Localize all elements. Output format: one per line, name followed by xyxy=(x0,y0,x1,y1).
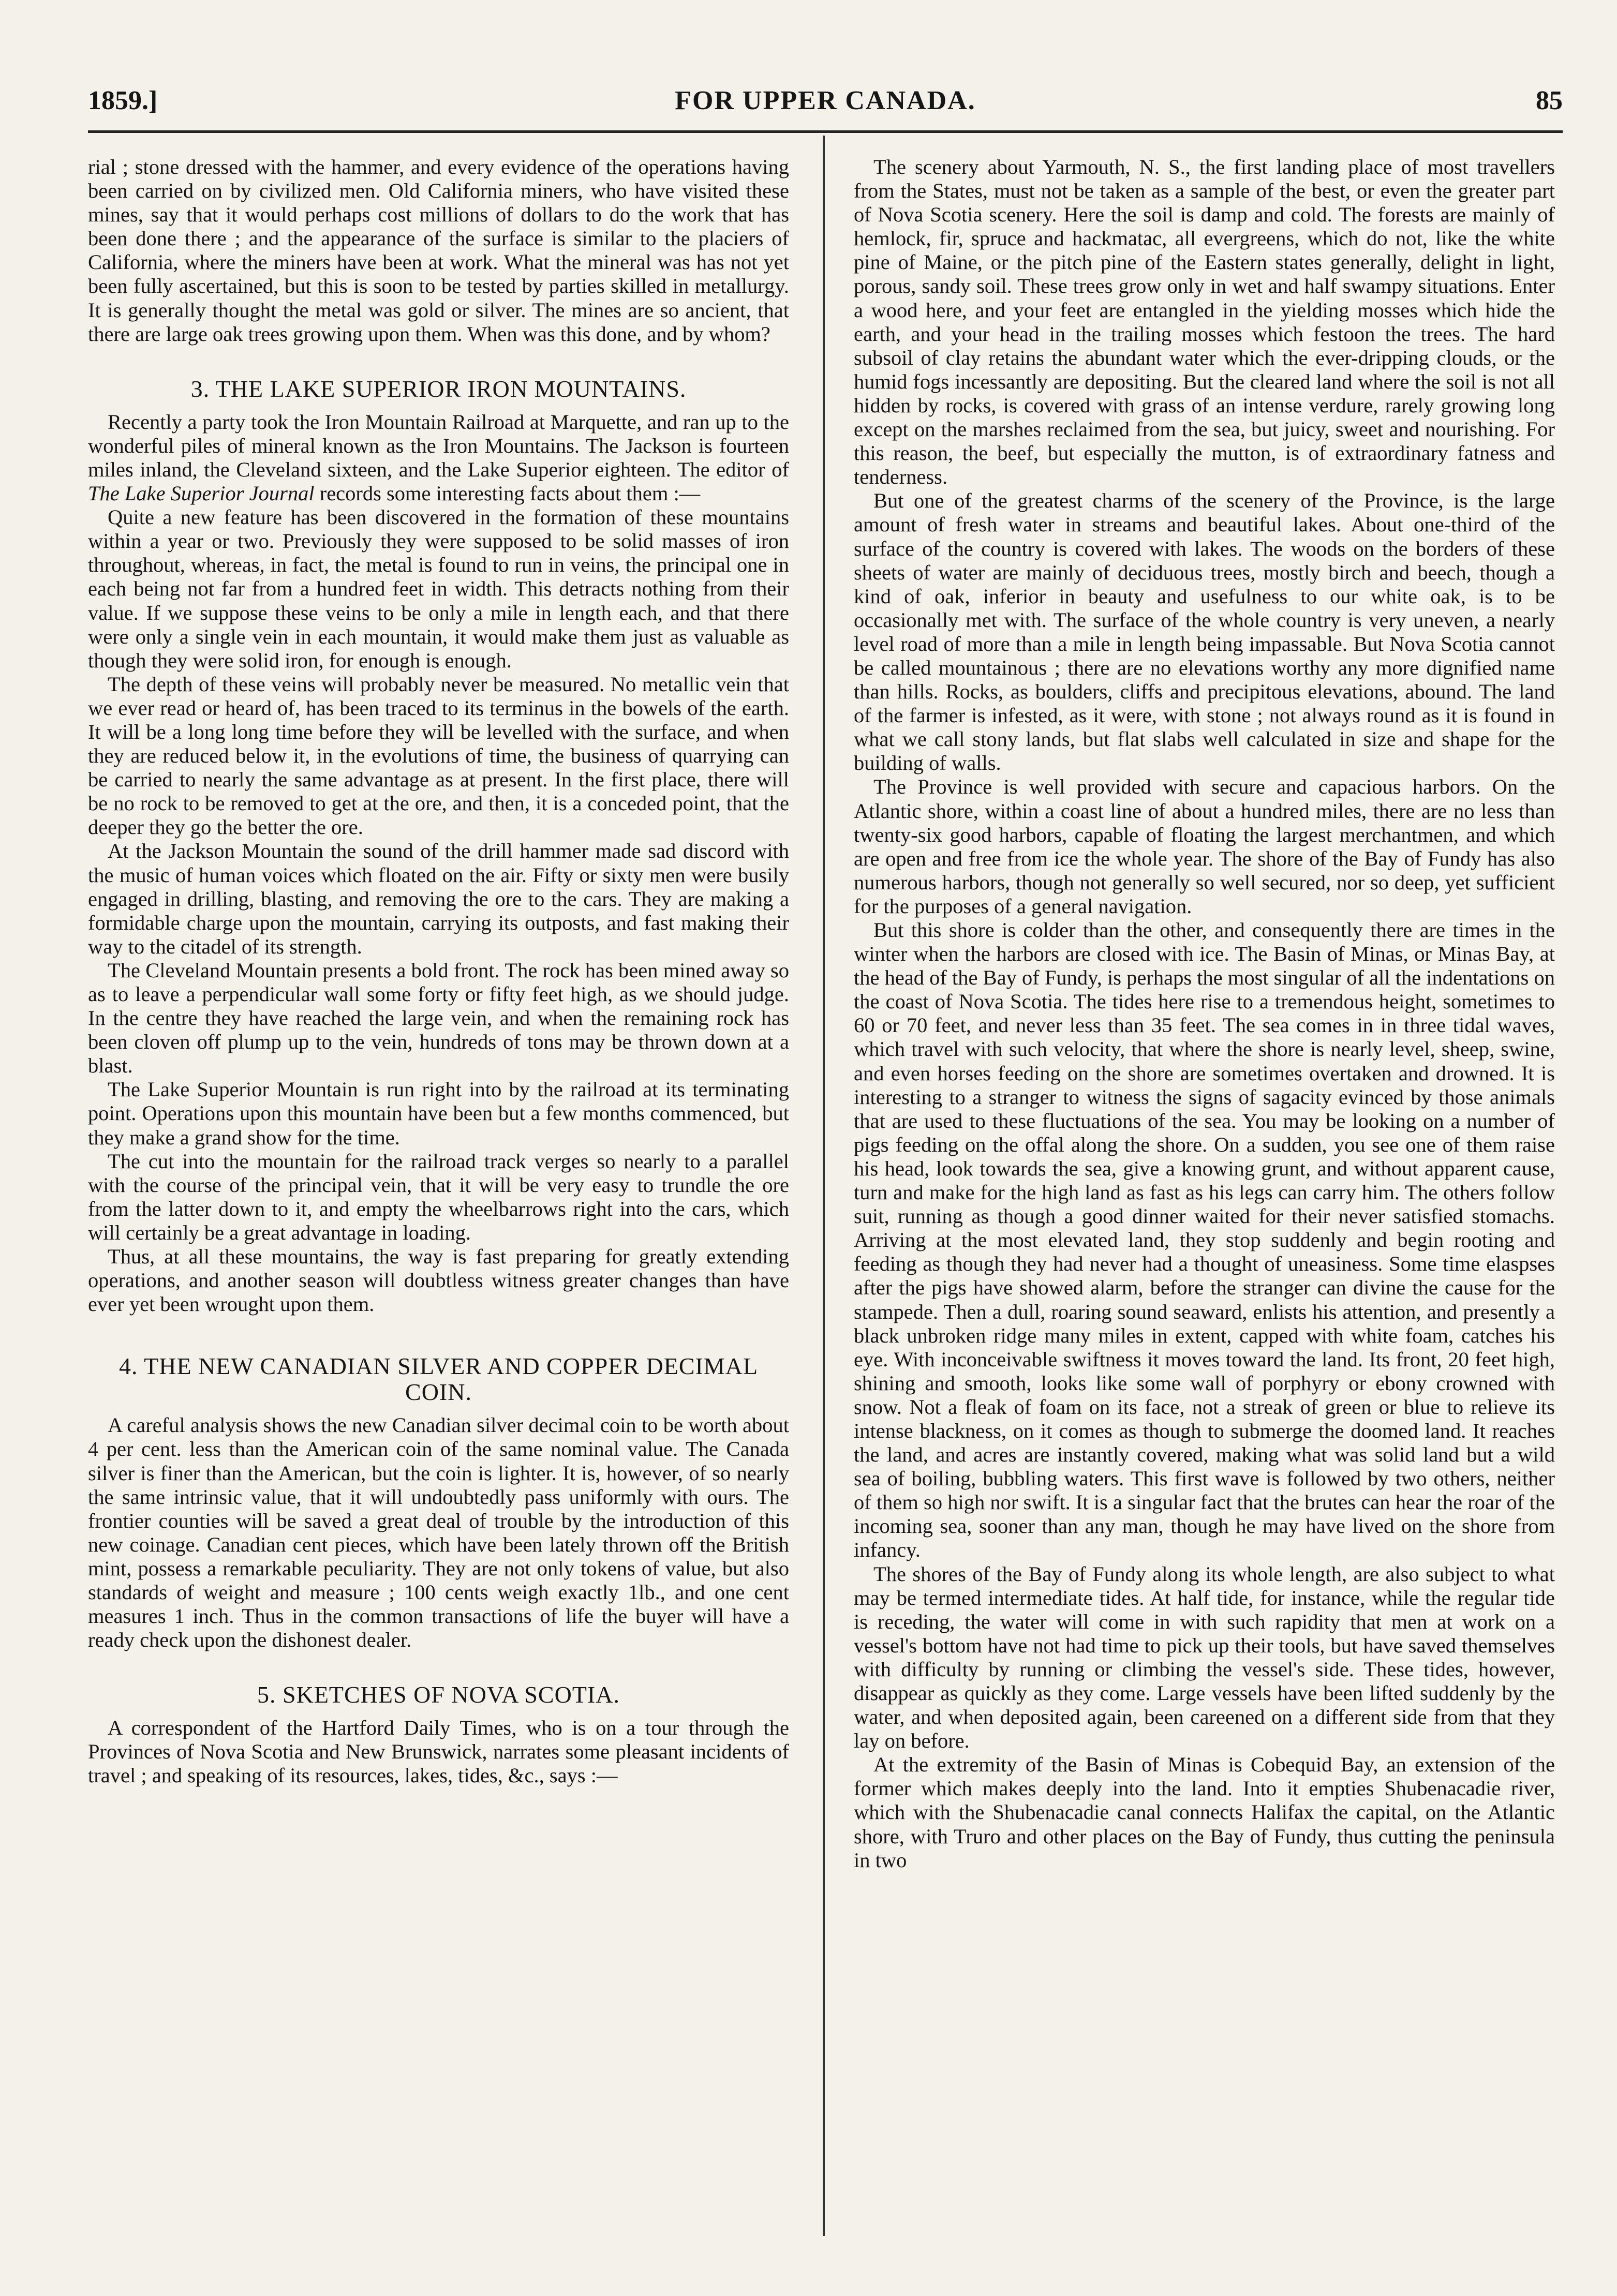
journal-title: The Lake Superior Journal xyxy=(88,482,315,505)
column-divider xyxy=(823,136,825,2236)
paragraph: The shores of the Bay of Fundy along its whole length, are also subject to what may be termed intermediate tides. At half tide, for instance, while the regular tide is receding, the water will come in with such rapidity that men at work on a vessel's bottom have not had time to pick up their tools, but have saved themselves with difficulty by running or climbing the vessel's side. These tides, however, disappear as quickly as they come. Large vessels have been lifted suddenly by the water, and when deposited again, been careened on a different side from that they lay on before. xyxy=(854,1562,1555,1753)
paragraph: But this shore is colder than the other, and consequently there are times in the winter when the harbors are closed with ice. The Basin of Minas, or Minas Bay, at the head of the Bay of Fundy, is perhaps the most singular of all the indentations on the coast of Nova Scotia. The tides here rise to a tremendous height, sometimes to 60 or 70 feet, and never less than 35 feet. The sea comes in in three tidal waves, which travel with such velocity, that where the shore is nearly level, sheep, swine, and even horses feeding on the shore are sometimes overtaken and drowned. It is interesting to a stranger to witness the signs of sagacity evinced by those animals that are used to these fluctuations of the sea. You may be looking on a number of pigs feeding on the offal along the shore. On a sudden, you see one of them raise his head, look towards the sea, give a knowing grunt, and without apparent cause, turn and make for the high land as fast as his legs can carry him. The others follow suit, running as though a good dinner waited for their never satisfied stomachs. Arriving at the most elevated land, they stop suddenly and begin rooting and feeding as though they had never had a thought of uneasiness. Some time elaspses after the pigs have showed alarm, before the stranger can divine the cause for the stampede. Then a dull, roaring sound seaward, enlists his attention, and presently a black unbroken ridge many miles in extent, capped with white foam, catches his eye. With inconceivable swiftness it moves toward the land. Its front, 20 feet high, shining and smooth, looks like some wall of porphyry or ebony crowned with snow. Not a fleak of foam on its face, not a streak of green or blue to relieve its intense blackness, on it comes as though to submerge the doomed land. It reaches the land, and acres are instantly covered, making what was solid land but a wild sea of boiling, bubbling waters. This first wave is followed by two others, neither of them so high nor swift. It is a singular fact that the brutes can hear the roar of the incoming sea, sooner than any man, though he may have lived on the shore from infancy. xyxy=(854,918,1555,1562)
section-heading-3: 3. THE LAKE SUPERIOR IRON MOUNTAINS. xyxy=(190,375,687,402)
right-column xyxy=(854,155,1555,2256)
header-title: FOR UPPER CANADA. xyxy=(675,86,976,115)
paragraph: The Cleveland Mountain presents a bold front. The rock has been mined away so as to leave a perpendicular wall some forty or fifty feet high, as we should judge. In the centre they have reached the large vein, and when the remaining rock has been cloven off plump up to the vein, hundreds of tons may be thrown down at a blast. xyxy=(88,958,789,1078)
header-year: 1859.] xyxy=(88,86,158,115)
paragraph: The Lake Superior Mountain is run right into by the railroad at its terminating point. Operations upon this mountain have been but a few months commenced, but they make a grand show for the time. xyxy=(88,1078,789,1149)
text-run: records some interesting facts about them :— xyxy=(319,482,701,505)
paragraph: rial ; stone dressed with the hammer, and every evidence of the operations having been carried on by civilized men. Old California miners, who have visited these mines, say that it would perhaps cost millions of dollars to do the work that has been done there ; and the appearance of the surface is similar to the placiers of California, where the miners have been at work. What the mineral was has not yet been fully ascertained, but this is soon to be tested by parties skilled in metallurgy. It is generally thought the metal was gold or silver. The mines are so ancient, that there are large oak trees growing upon them. When was this done, and by whom? xyxy=(88,155,789,346)
paragraph: The scenery about Yarmouth, N. S., the first landing place of most travellers from the States, must not be taken as a sample of the best, or even the greater part of Nova Scotia scenery. Here the soil is damp and cold. The forests are mainly of hemlock, fir, spruce and hackmatac, all evergreens, which do not, like the white pine of Maine, or the pitch pine of the Eastern states generally, delight in light, porous, sandy soil. These trees grow only in wet and half swampy situations. Enter a wood here, and your feet are entangled in the yielding mosses which hide the earth, and your head in the trailing mosses which festoon the trees. The hard subsoil of clay retains the abundant water which the ever-dripping clouds, or the humid fogs incessantly are depositing. But the cleared land where the soil is not all hidden by rocks, is covered with grass of an intense verdure, rarely growing long except on the marshes reclaimed from the sea, but juicy, sweet and nourishing. For this reason, the beef, but especially the mutton, is of extraordinary fatness and tenderness. xyxy=(854,155,1555,489)
header-rule xyxy=(88,130,1563,133)
left-column xyxy=(88,155,789,2256)
paragraph: At the extremity of the Basin of Minas is Cobequid Bay, an extension of the former which makes deeply into the land. Into it empties Shubenacadie river, which with the Shubenacadie canal connects Halifax the capital, on the Atlantic shore, with Truro and other places on the Bay of Fundy, thus cutting the peninsula in two xyxy=(854,1753,1555,1872)
paragraph: A correspondent of the Hartford Daily Times, who is on a tour through the Provinces of Nova Scotia and New Brunswick, narrates some pleasant incidents of travel ; and speaking of its resources, lakes, tides, &c., says :— xyxy=(88,1716,789,1787)
paragraph: At the Jackson Mountain the sound of the drill hammer made sad discord with the music of human voices which floated on the air. Fifty or sixty men were busily engaged in drilling, blasting, and removing the ore to the cars. They are making a formidable charge upon the mountain, carrying its outposts, and fast making their way to the citadel of its strength. xyxy=(88,839,789,958)
paragraph: The cut into the mountain for the railroad track verges so nearly to a parallel with the course of the principal vein, that it will be very easy to trundle the ore from the latter down to it, and empty the wheelbarrows right into the cars, which will certainly be a great advantage in loading. xyxy=(88,1149,789,1244)
paragraph: But one of the greatest charms of the scenery of the Province, is the large amount of fresh water in streams and beautiful lakes. About one-third of the surface of the country is covered with lakes. The woods on the borders of these sheets of water are mainly of deciduous trees, mostly birch and beech, though a kind of oak, inferior in beauty and usefulness to our white oak, is to be occasionally met with. The surface of the whole country is very uneven, a nearly level road of more than a mile in length being impassable. But Nova Scotia cannot be called mountainous ; there are no elevations worthy any more dignified name than hills. Rocks, as boulders, cliffs and precipitous elevations, abound. The land of the farmer is infested, as it were, with stone ; not always round as it is found in what we call stony lands, but flat slabs well calculated in size and shape for the building of walls. xyxy=(854,489,1555,775)
paragraph: The depth of these veins will probably never be measured. No metallic vein that we ever read or heard of, has been traced to its terminus in the bowels of the earth. It will be a long long time before they will be levelled with the surface, and when they are reduced below it, in the evolutions of time, the business of quarrying can be carried to nearly the same advantage as at present. In the first place, there will be no rock to be removed to get at the ore, and then, it is a conceded point, that the deeper they go the better the ore. xyxy=(88,672,789,839)
paragraph: Thus, at all these mountains, the way is fast preparing for greatly extending operations, and another season will doubtless witness greater changes than have ever yet been wrought upon them. xyxy=(88,1245,789,1316)
section-heading-4: 4. THE NEW CANADIAN SILVER AND COPPER DECIMAL COIN. xyxy=(118,1353,759,1406)
paragraph: Quite a new feature has been discovered in the formation of these mountains within a year or two. Previously they were supposed to be solid masses of iron throughout, whereas, in fact, the metal is found to run in veins, the principal one in each being not far from a hundred feet in width. This detracts nothing from their value. If we suppose these veins to be only a mile in length each, and that there were only a single vein in each mountain, it would make them just as valuable as though they were solid iron, for enough is enough. xyxy=(88,505,789,672)
section-heading-5: 5. SKETCHES OF NOVA SCOTIA. xyxy=(257,1681,620,1708)
text-run: Recently a party took the Iron Mountain Railroad at Marquette, and ran up to the wonderful piles of mineral known as the Iron Mountains. The Jackson is fourteen miles inland, the Cleveland sixteen, and the Lake Superior eighteen. The editor of xyxy=(88,410,789,481)
page-number: 85 xyxy=(1536,86,1563,115)
paragraph: The Province is well provided with secure and capacious harbors. On the Atlantic shore, within a coast line of about a hundred miles, there are no less than twenty-six good harbors, capable of floating the largest merchantmen, and which are open and free from ice the whole year. The shore of the Bay of Fundy has also numerous harbors, though not generally so well secured, nor so deep, yet sufficient for the purposes of a general navigation. xyxy=(854,775,1555,918)
paragraph xyxy=(88,410,789,505)
paragraph: A careful analysis shows the new Canadian silver decimal coin to be worth about 4 per cent. less than the American coin of the same nominal value. The Canada silver is finer than the American, but the coin is lighter. It is, however, of so nearly the same intrinsic value, that it will undoubtedly pass uniformly with ours. The frontier counties will be saved a great deal of trouble by the introduction of this new coinage. Canadian cent pieces, which have been lately thrown off the British mint, possess a remarkable peculiarity. They are not only tokens of value, but also standards of weight and measure ; 100 cents weigh exactly 1lb., and one cent measures 1 inch. Thus in the common transactions of life the buyer will have a ready check upon the dishonest dealer. xyxy=(88,1413,789,1652)
running-header xyxy=(88,85,1563,122)
